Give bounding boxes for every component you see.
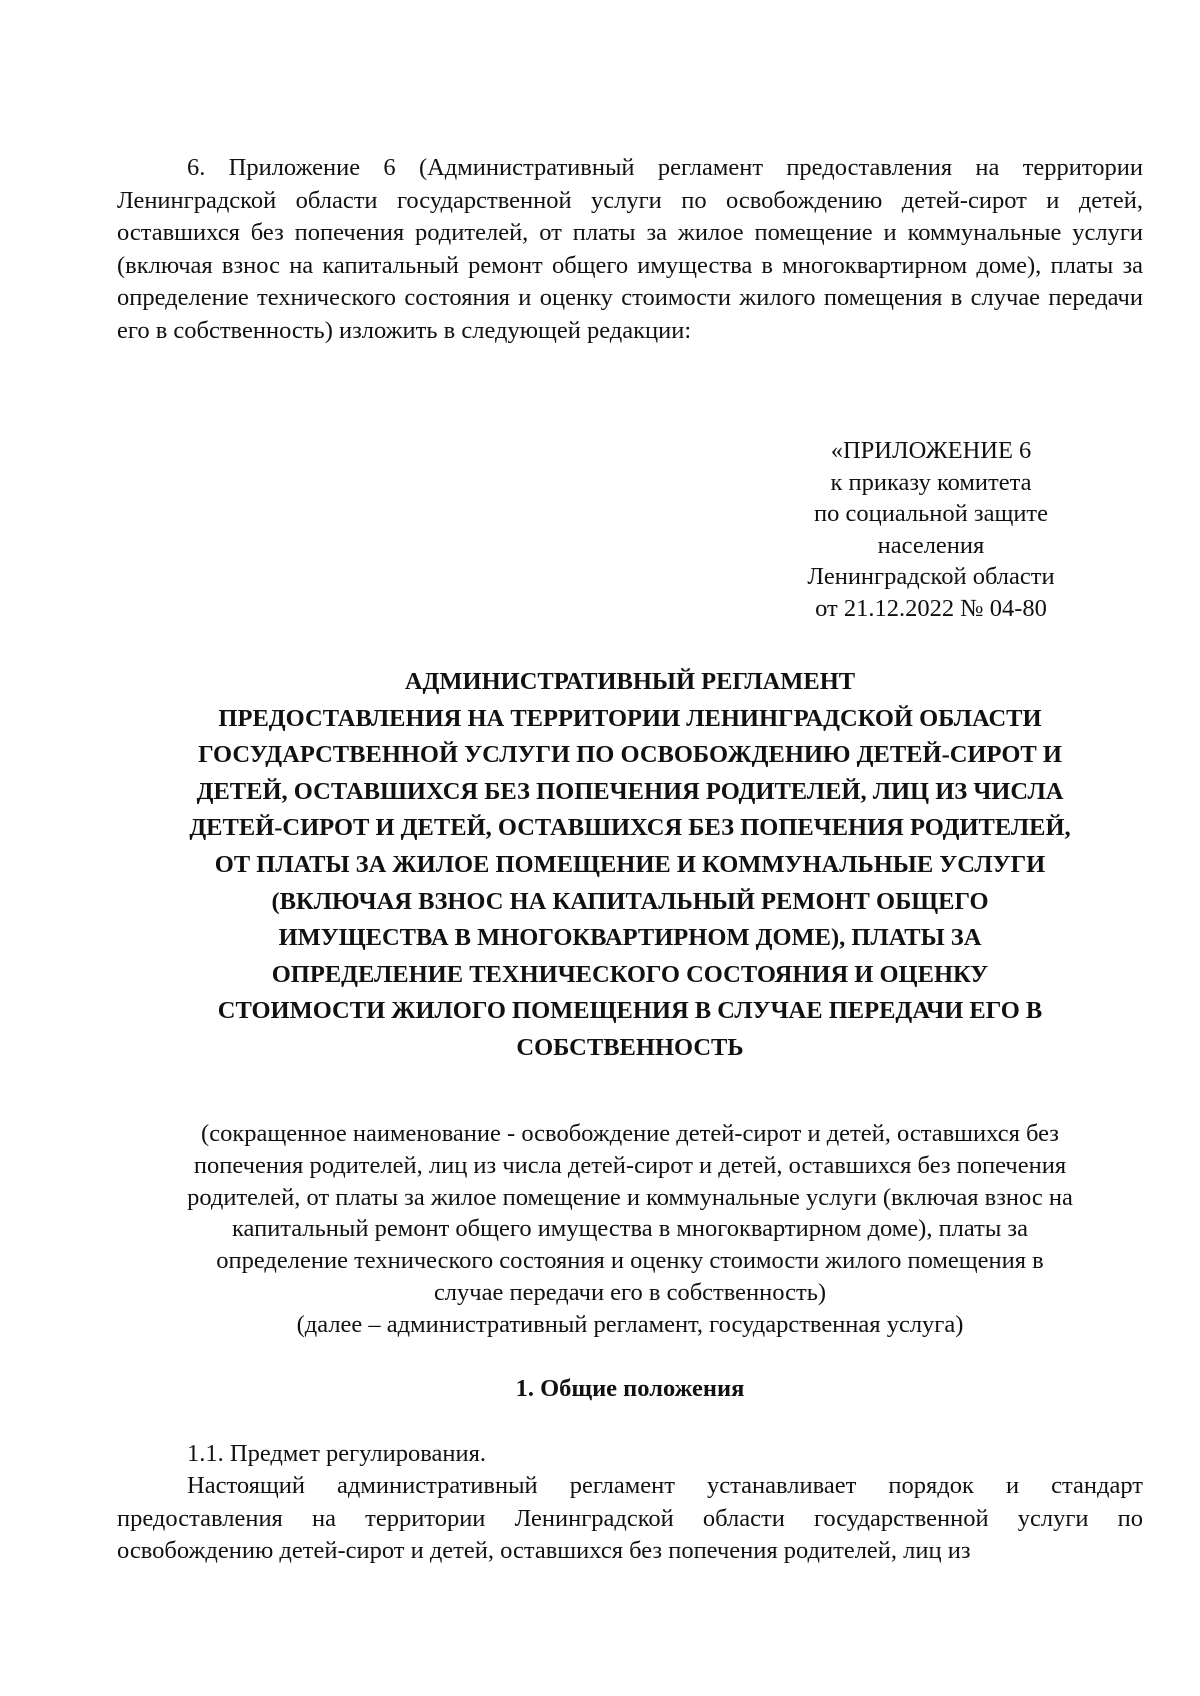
short-name-block bbox=[105, 1118, 1155, 1341]
intro-paragraph: 6. Приложение 6 (Административный регламент предоставления на территории Ленинградской области государственной услуги по освобождению детей-сирот и детей, оставшихся без попечения родителей, от платы за жилое помещение и коммунальные услуги (включая взнос на капитальный ремонт общего имущества в многоквартирном доме), платы за определение технического состояния и оценку стоимости жилого помещения в случае передачи его в собственность) изложить в следующей редакции: bbox=[117, 154, 1143, 344]
appendix-line: населения bbox=[877, 531, 985, 559]
title-line: СТОИМОСТИ ЖИЛОГО ПОМЕЩЕНИЯ В СЛУЧАЕ ПЕРЕДАЧИ ЕГО В bbox=[217, 997, 1043, 1025]
short-name-line: (далее – административный регламент, государственная услуга) bbox=[296, 1310, 964, 1338]
title-line: ДЕТЕЙ, ОСТАВШИХСЯ БЕЗ ПОПЕЧЕНИЯ РОДИТЕЛЕЙ, ЛИЦ ИЗ ЧИСЛА bbox=[196, 777, 1064, 805]
short-name-line: определение технического состояния и оценку стоимости жилого помещения в bbox=[216, 1247, 1044, 1275]
title-line: ГОСУДАРСТВЕННОЙ УСЛУГИ ПО ОСВОБОЖДЕНИЮ ДЕТЕЙ-СИРОТ И bbox=[198, 741, 1062, 769]
title-line: ДЕТЕЙ-СИРОТ И ДЕТЕЙ, ОСТАВШИХСЯ БЕЗ ПОПЕЧЕНИЯ РОДИТЕЛЕЙ, bbox=[189, 814, 1071, 842]
short-name-line: попечения родителей, лиц из числа детей-сирот и детей, оставшихся без попечения bbox=[193, 1151, 1067, 1179]
appendix-line: «ПРИЛОЖЕНИЕ 6 bbox=[830, 437, 1032, 464]
appendix-line: по социальной защите bbox=[813, 500, 1049, 527]
short-name-line: капитальный ремонт общего имущества в многоквартирном доме), платы за bbox=[232, 1215, 1028, 1243]
appendix-line: к приказу комитета bbox=[830, 468, 1032, 496]
short-name-line: случае передачи его в собственность) bbox=[433, 1278, 827, 1306]
title-line: ПРЕДОСТАВЛЕНИЯ НА ТЕРРИТОРИИ ЛЕНИНГРАДСКОЙ ОБЛАСТИ bbox=[218, 704, 1042, 732]
short-name-line: родителей, от платы за жилое помещение и коммунальные услуги (включая взнос на bbox=[187, 1183, 1073, 1211]
title-line: АДМИНИСТРАТИВНЫЙ РЕГЛАМЕНТ bbox=[404, 668, 856, 695]
title-line: СОБСТВЕННОСТЬ bbox=[516, 1033, 744, 1061]
section-heading: 1. Общие положения bbox=[515, 1375, 745, 1402]
subsection-title: 1.1. Предмет регулирования. bbox=[187, 1440, 486, 1467]
title-line: ИМУЩЕСТВА В МНОГОКВАРТИРНОМ ДОМЕ), ПЛАТЫ ЗА bbox=[278, 924, 982, 952]
regulation-title bbox=[105, 664, 1155, 1067]
title-line: ОПРЕДЕЛЕНИЕ ТЕХНИЧЕСКОГО СОСТОЯНИЯ И ОЦЕНКУ bbox=[271, 960, 989, 988]
title-line: ОТ ПЛАТЫ ЗА ЖИЛОЕ ПОМЕЩЕНИЕ И КОММУНАЛЬНЫЕ УСЛУГИ bbox=[214, 850, 1046, 878]
title-line: (ВКЛЮЧАЯ ВЗНОС НА КАПИТАЛЬНЫЙ РЕМОНТ ОБЩЕГО bbox=[271, 887, 989, 915]
short-name-line: (сокращенное наименование - освобождение детей-сирот и детей, оставшихся без bbox=[201, 1120, 1059, 1147]
appendix-line: Ленинградской области bbox=[807, 563, 1055, 590]
body-paragraph: Настоящий административный регламент устанавливает порядок и стандарт предоставления на территории Ленинградской области государственной услуги по освобождению детей-сирот и детей, оставшихся без попечения родителей, лиц из bbox=[117, 1472, 1143, 1565]
appendix-line: от 21.12.2022 № 04-80 bbox=[815, 594, 1047, 622]
appendix-block bbox=[786, 435, 1076, 624]
